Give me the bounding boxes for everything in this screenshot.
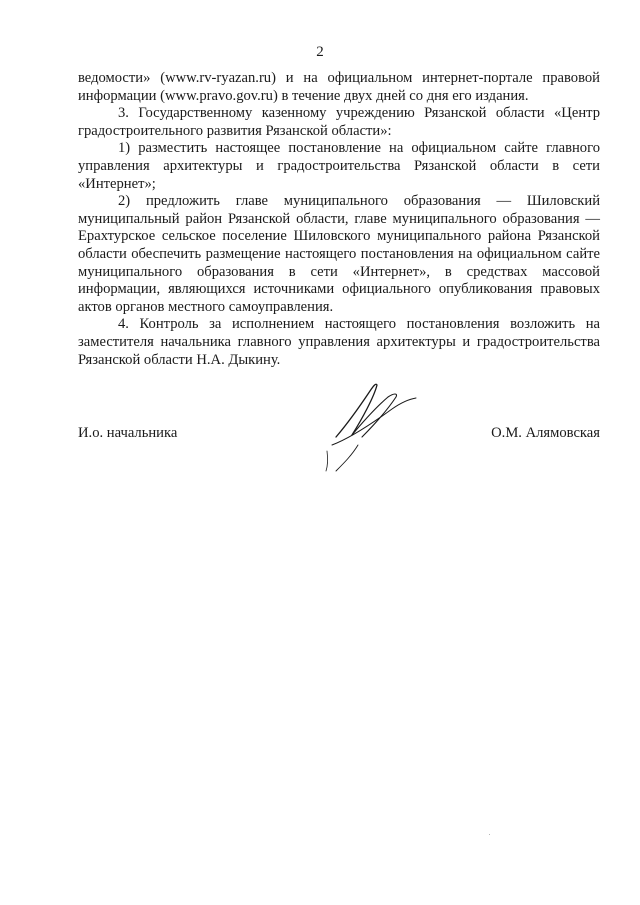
paragraph-item-3-1: 1) разместить настоящее постановление на официальном сайте главного управления архитектуры и градостроительства Рязанской области в сети «Интернет»; (78, 140, 600, 192)
signatory-name: О.М. Алямовская (491, 425, 600, 441)
scan-speck (489, 834, 490, 835)
page-number: 2 (316, 44, 324, 60)
paragraph-item-3: 3. Государственному казенному учреждению Рязанской области «Центр градостроительного развития Рязанской области»: (78, 105, 600, 139)
signatory-title: И.о. начальника (78, 425, 178, 441)
signature-block (78, 425, 600, 445)
document-body (78, 70, 600, 369)
paragraph-item-4: 4. Контроль за исполнением настоящего постановления возложить на заместителя начальника главного управления архитектуры и градостроительства Рязанской области Н.А. Дыкину. (78, 316, 600, 368)
paragraph-continuation: ведомости» (www.rv-ryazan.ru) и на официальном интернет-портале правовой информации (www.pravo.gov.ru) в течение двух дней со дня его издания. (78, 70, 600, 104)
paragraph-item-3-2: 2) предложить главе муниципального образования — Шиловский муниципальный район Рязанской области, главе муниципального образования — Ерахтурское сельское поселение Шиловского муниципального района Рязанской области обеспечить размещение настоящего постановления на официальном сайте муниципального образования в сети «Интернет», в средствах массовой информации, являющихся источниками официального опубликования правовых актов органов местного самоуправления. (78, 193, 600, 315)
